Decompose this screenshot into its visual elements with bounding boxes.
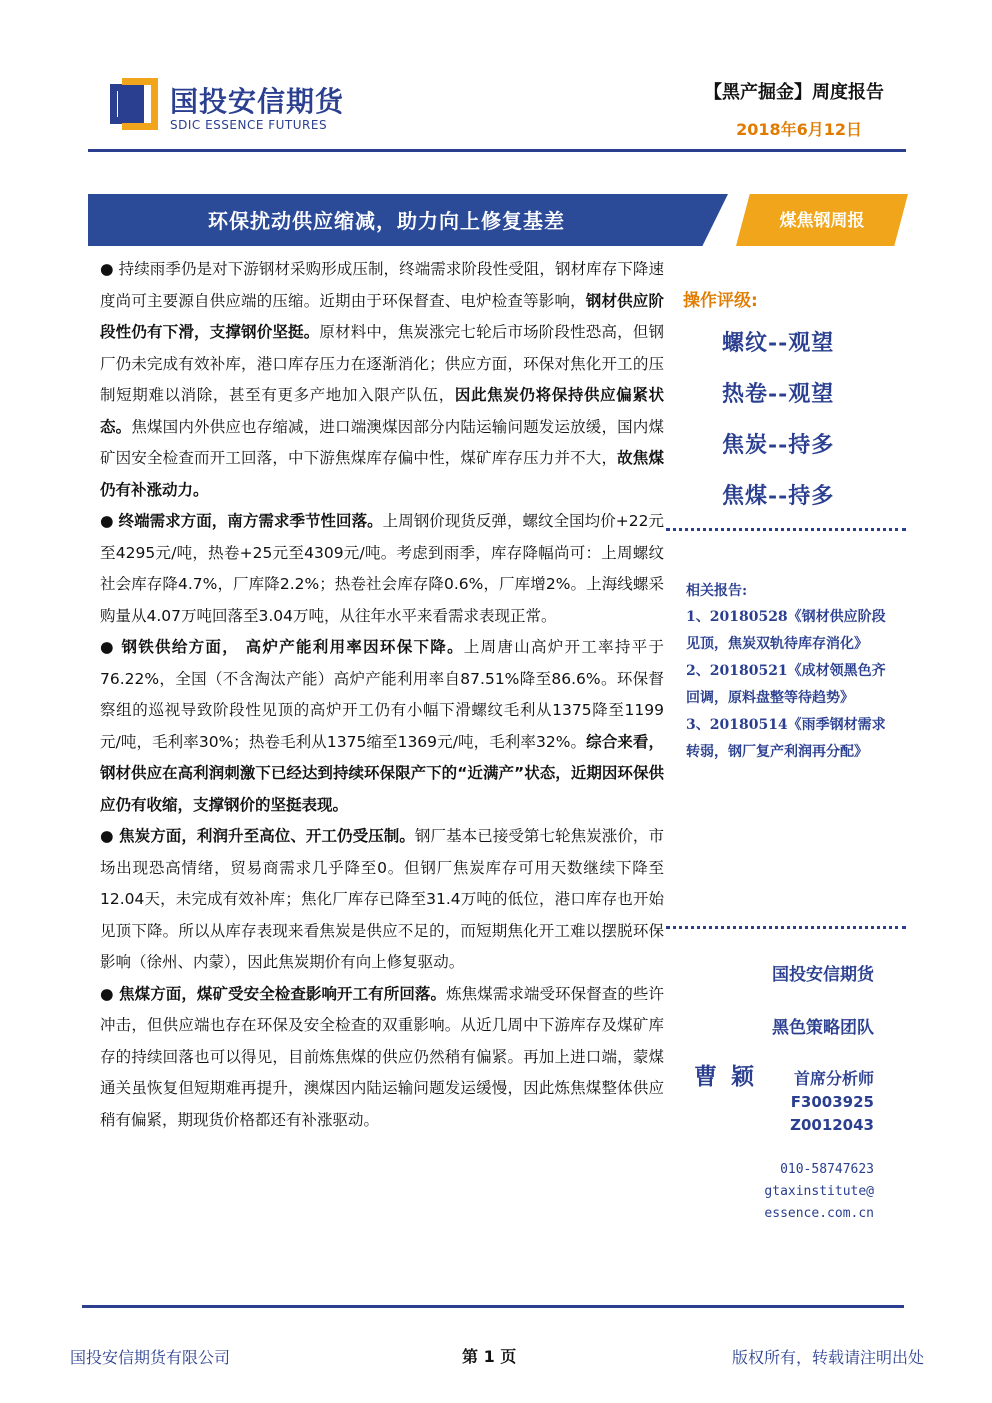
rating-label: 操作评级: [683, 291, 758, 311]
analyst-email-domain[interactable]: essence.com.cn [764, 1206, 874, 1221]
related-report-item[interactable]: 2、20180521《成材领黑色齐回调，原料盘整等待趋势》 [686, 663, 886, 706]
related-report-item[interactable]: 3、20180514《雨季钢材需求转弱，钢厂复产利润再分配》 [686, 717, 886, 760]
body-text: 上周钢价现货反弹，螺纹全国均价+22元至4295元/吨，热卷+25元至4309元/吨。考虑到雨季，库存降幅尚可：上周螺纹社会库存降4.7%，厂库降2.2%；热卷社会库存降0.6%，厂库增2%。上海线螺采购量从4.07万吨回落至3.04万吨，从往年水平来看需求表现正常。 [100, 512, 664, 625]
header-divider [88, 149, 906, 152]
body-emphasis: 故焦煤仍有补涨动力。 [100, 449, 664, 499]
related-report-item[interactable]: 1、20180528《钢材供应阶段见顶，焦炭双轨待库存消化》 [686, 609, 886, 652]
analyst-cert-z: Z0012043 [790, 1116, 874, 1134]
brand-name-en: SDIC ESSENCE FUTURES [170, 118, 328, 132]
footer-divider [82, 1305, 904, 1308]
body-text: 炼焦煤需求端受环保督查的些许冲击，但供应端也存在环保及安全检查的双重影响。从近几周中下游库存及煤矿库存的持续回落也可以得见，目前炼焦煤的供应仍然稍有偏紧。再加上进口端，蒙煤通关虽恢复但短期难再提升，澳煤因内陆运输问题发运缓慢，因此炼焦煤整体供应稍有偏紧，期现货价格都还有补涨驱动。 [100, 984, 664, 1129]
body-emphasis: 终端需求方面，南方需求季节性回落。 [118, 512, 383, 530]
related-reports-list [686, 604, 886, 766]
page-number: 第 1 页 [462, 1347, 517, 1366]
sidebar-divider [666, 528, 906, 531]
footer-copyright: 版权所有，转载请注明出处 [731, 1348, 924, 1367]
body-text: 焦煤国内外供应也存缩减，进口端澳煤因部分内陆运输问题发运放缓，国内煤矿因安全检查而开工回落，中下游焦煤库存偏中性，煤矿库存压力并不大， [100, 417, 664, 467]
company-logo-icon [110, 78, 158, 130]
sidebar-divider [666, 926, 906, 929]
body-emphasis: 因此焦炭仍将保持供应偏紧状态。 [100, 386, 664, 436]
report-body [100, 254, 664, 1136]
body-emphasis: 综合来看，钢材供应在高利润刺激下已经达到持续环保限产下的“近满产”状态，近期因环保供应仍有收缩，支撑钢价的坚挺表现。 [100, 732, 664, 814]
related-reports-title: 相关报告: [686, 583, 748, 599]
analyst-cert-f: F3003925 [790, 1093, 874, 1111]
analyst-title: 首席分析师 [793, 1069, 874, 1088]
company-name: 国投安信期货 [772, 965, 874, 985]
rating-coke: 焦炭--持多 [722, 432, 835, 458]
brand-name-cn: 国投安信期货 [170, 85, 345, 118]
report-title: 环保扰动供应缩减，助力向上修复基差 [208, 209, 565, 233]
body-text: 上周唐山高炉开工率持平于76.22%，全国（不含淘汰产能）高炉产能利用率自87.51%降至86.6%。环保督察组的巡视导致阶段性见顶的高炉开工仍有小幅下滑螺纹毛利从1375降至1199元/吨，毛利率30%；热卷毛利从1375缩至1369元/吨，毛利率32%。 [100, 638, 664, 751]
body-text: 原材料中，焦炭涨完七轮后市场阶段性恐高，但钢厂仍未完成有效补库，港口库存压力在逐渐消化；供应方面，环保对焦化开工的压制短期难以消除，甚至有更多产地加入限产队伍， [100, 323, 664, 404]
rating-coking-coal: 焦煤--持多 [722, 483, 835, 509]
body-paragraph [100, 632, 664, 821]
body-paragraph [100, 506, 664, 632]
report-type: 【黑产掘金】周度报告 [704, 82, 884, 103]
body-paragraph [100, 821, 664, 979]
category-label: 煤焦钢周报 [779, 211, 865, 231]
body-emphasis: ● 焦煤方面，煤矿受安全检查影响开工有所回落。 [100, 984, 447, 1003]
body-paragraph [100, 979, 664, 1137]
footer-company: 国投安信期货有限公司 [70, 1348, 231, 1367]
team-name: 黑色策略团队 [772, 1018, 874, 1038]
rating-hot-coil: 热卷--观望 [722, 381, 835, 407]
body-text: 钢厂基本已接受第七轮焦炭涨价，市场出现恐高情绪，贸易商需求几乎降至0。但钢厂焦炭库存可用天数继续下降至12.04天，未完成有效补库；焦化厂库存已降至31.4万吨的低位，港口库存也开始见顶下降。所以从库存表现来看焦炭是供应不足的，而短期焦化开工难以摆脱环保影响（徐州、内蒙），因此焦炭期价有向上修复驱动。 [100, 827, 664, 971]
analyst-email[interactable]: gtaxinstitute@ [764, 1184, 874, 1199]
body-emphasis: ● 钢铁供给方面， 高炉产能利用率因环保下降。 [100, 638, 464, 656]
analyst-name: 曹颖 [694, 1063, 768, 1090]
rating-rebar: 螺纹--观望 [722, 330, 835, 356]
body-emphasis: ● 焦炭方面，利润升至高位、开工仍受压制。 [100, 827, 415, 845]
report-date: 2018年6月12日 [736, 120, 862, 139]
body-text: ● [100, 512, 119, 530]
body-emphasis: 钢材供应阶段性仍有下滑，支撑钢价坚挺。 [100, 291, 664, 341]
body-text: ● 持续雨季仍是对下游钢材采购形成压制，终端需求阶段性受阻，钢材库存下降速度尚可主要源自供应端的压缩。近期由于环保督查、电炉检查等影响， [100, 260, 664, 310]
body-paragraph [100, 254, 664, 506]
analyst-phone: 010-58747623 [780, 1162, 874, 1177]
